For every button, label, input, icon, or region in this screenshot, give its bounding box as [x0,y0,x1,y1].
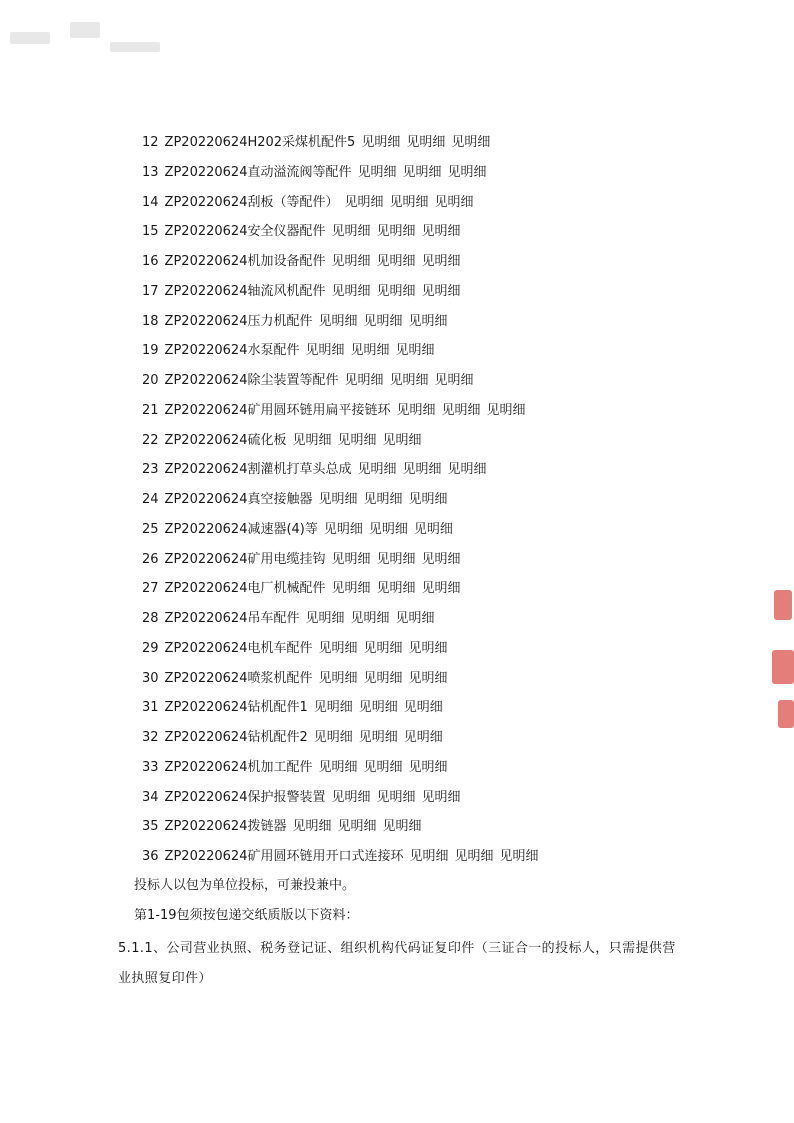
item-number: 36 [142,849,159,864]
detail-cell-3: 见明细 [434,194,474,210]
list-item [142,307,702,337]
item-number: 19 [142,343,159,359]
package-name: ZP20220624机加设备配件 [164,254,326,269]
detail-cell-2: 见明细 [337,432,377,448]
detail-cell-2: 见明细 [363,640,403,656]
detail-cell-2: 见明细 [389,194,429,210]
package-name: ZP20220624喷浆机配件 [164,670,313,686]
list-item [142,188,702,218]
list-item [142,634,702,664]
list-item [142,128,702,158]
detail-cell-1: 见明细 [357,462,397,478]
list-item [142,455,702,485]
package-name: ZP20220624轴流风机配件 [164,283,326,299]
item-number: 12 [142,135,159,150]
scan-noise [10,12,170,72]
item-number: 28 [142,611,159,626]
detail-cell-2: 见明细 [358,700,398,716]
detail-cell-3: 见明细 [413,521,453,537]
list-item [142,366,702,396]
item-number: 27 [142,581,159,597]
detail-cell-2: 见明细 [376,551,416,567]
detail-cell-3: 见明细 [421,789,461,805]
detail-cell-3: 见明细 [403,700,443,716]
detail-cell-2: 见明细 [363,759,403,775]
detail-cell-1: 见明细 [318,313,358,329]
detail-cell-1: 见明细 [313,730,353,745]
list-item [142,574,702,604]
detail-cell-1: 见明细 [318,492,358,507]
list-item [142,693,702,723]
package-name: ZP20220624刮板（等配件） [164,194,339,210]
package-name: ZP20220624压力机配件 [164,313,313,329]
detail-cell-2: 见明细 [368,521,408,537]
package-list [142,128,702,872]
detail-cell-1: 见明细 [331,283,371,299]
package-name: ZP20220624真空接触器 [164,492,313,507]
item-number: 33 [142,759,159,775]
detail-cell-2: 见明细 [363,670,403,686]
detail-cell-1: 见明细 [344,373,384,388]
detail-cell-2: 见明细 [406,135,446,150]
detail-cell-1: 见明细 [318,670,358,686]
package-name: ZP20220624电机车配件 [164,640,313,656]
detail-cell-3: 见明细 [451,135,491,150]
detail-cell-3: 见明细 [408,759,448,775]
package-name: ZP20220624硫化板 [164,432,287,448]
detail-cell-3: 见明细 [447,164,487,180]
detail-cell-3: 见明细 [403,730,443,745]
detail-cell-1: 见明细 [396,402,436,418]
list-item [142,485,702,515]
detail-cell-3: 见明细 [382,819,422,835]
item-number: 34 [142,789,159,805]
package-name: ZP20220624矿用圆环链用扁平接链环 [164,402,391,418]
package-name: ZP20220624钻机配件1 [164,700,308,716]
package-name: ZP20220624保护报警装置 [164,789,326,805]
detail-cell-2: 见明细 [376,581,416,597]
detail-cell-2: 见明细 [363,492,403,507]
detail-cell-1: 见明细 [318,759,358,775]
detail-cell-2: 见明细 [376,254,416,269]
package-name: ZP20220624H202采煤机配件5 [164,135,356,150]
detail-cell-3: 见明细 [421,551,461,567]
detail-cell-1: 见明细 [323,521,363,537]
list-item [142,664,702,694]
detail-cell-1: 见明细 [292,432,332,448]
item-number: 24 [142,492,159,507]
requirement-paragraph: 5.1.1、公司营业执照、税务登记证、组织机构代码证复印件（三证合一的投标人，只需提供营业执照复印件） [118,941,676,986]
detail-cell-1: 见明细 [357,164,397,180]
detail-cell-3: 见明细 [408,313,448,329]
detail-cell-1: 见明细 [331,551,371,567]
detail-cell-3: 见明细 [434,373,474,388]
list-item [142,158,702,188]
detail-cell-2: 见明细 [376,789,416,805]
detail-cell-2: 见明细 [363,313,403,329]
detail-cell-2: 见明细 [350,611,390,626]
detail-cell-1: 见明细 [318,640,358,656]
detail-cell-2: 见明细 [402,164,442,180]
list-item [142,545,702,575]
list-item [142,812,702,842]
detail-cell-3: 见明细 [421,224,461,240]
detail-cell-2: 见明细 [454,849,494,864]
item-number: 29 [142,640,159,656]
item-number: 26 [142,551,159,567]
detail-cell-3: 见明细 [499,849,539,864]
package-name: ZP20220624机加工配件 [164,759,313,775]
detail-cell-3: 见明细 [421,254,461,269]
item-number: 15 [142,224,159,240]
detail-cell-3: 见明细 [382,432,422,448]
detail-cell-2: 见明细 [389,373,429,388]
list-item [142,336,702,366]
item-number: 31 [142,700,159,716]
list-item [142,783,702,813]
detail-cell-1: 见明细 [331,789,371,805]
detail-cell-1: 见明细 [331,224,371,240]
item-number: 14 [142,194,159,210]
item-number: 32 [142,730,159,745]
detail-cell-3: 见明细 [395,611,435,626]
detail-cell-1: 见明细 [331,254,371,269]
detail-cell-3: 见明细 [486,402,526,418]
item-number: 23 [142,462,159,478]
list-item [142,842,702,872]
list-item [142,723,702,753]
red-seal-stamp [764,580,794,750]
detail-cell-1: 见明细 [344,194,384,210]
item-number: 20 [142,373,159,388]
list-item [142,753,702,783]
submission-note: 第1-19包须按包递交纸质版以下资料： [134,908,359,923]
package-name: ZP20220624割灌机打草头总成 [164,462,352,478]
package-name: ZP20220624电厂机械配件 [164,581,326,597]
detail-cell-3: 见明细 [447,462,487,478]
package-name: ZP20220624矿用电缆挂钩 [164,551,326,567]
bidding-note: 投标人以包为单位投标，可兼投兼中。 [134,878,356,893]
detail-cell-2: 见明细 [337,819,377,835]
package-name: ZP20220624安全仪器配件 [164,224,326,240]
detail-cell-1: 见明细 [305,343,345,359]
list-item [142,604,702,634]
list-item [142,277,702,307]
package-name: ZP20220624吊车配件 [164,611,300,626]
detail-cell-2: 见明细 [402,462,442,478]
detail-cell-3: 见明细 [408,670,448,686]
detail-cell-2: 见明细 [350,343,390,359]
item-number: 16 [142,254,159,269]
detail-cell-2: 见明细 [358,730,398,745]
list-item [142,396,702,426]
detail-cell-3: 见明细 [421,581,461,597]
detail-cell-3: 见明细 [421,283,461,299]
item-number: 18 [142,313,159,329]
detail-cell-3: 见明细 [395,343,435,359]
item-number: 30 [142,670,159,686]
detail-cell-1: 见明细 [305,611,345,626]
list-item [142,515,702,545]
package-name: ZP20220624直动溢流阀等配件 [164,164,352,180]
package-name: ZP20220624拨链器 [164,819,287,835]
detail-cell-1: 见明细 [331,581,371,597]
detail-cell-1: 见明细 [409,849,449,864]
detail-cell-1: 见明细 [292,819,332,835]
detail-cell-3: 见明细 [408,492,448,507]
detail-cell-2: 见明细 [376,224,416,240]
detail-cell-2: 见明细 [376,283,416,299]
detail-cell-3: 见明细 [408,640,448,656]
item-number: 21 [142,402,159,418]
list-item [142,426,702,456]
package-name: ZP20220624除尘装置等配件 [164,373,339,388]
package-name: ZP20220624水泵配件 [164,343,300,359]
package-name: ZP20220624钻机配件2 [164,730,308,745]
list-item [142,217,702,247]
package-name: ZP20220624减速器(4)等 [164,521,318,537]
package-name: ZP20220624矿用圆环链用开口式连接环 [164,849,404,864]
item-number: 22 [142,432,159,448]
detail-cell-1: 见明细 [313,700,353,716]
detail-cell-2: 见明细 [441,402,481,418]
item-number: 35 [142,819,159,835]
detail-cell-1: 见明细 [361,135,401,150]
item-number: 17 [142,283,159,299]
list-item [142,247,702,277]
item-number: 13 [142,164,159,180]
item-number: 25 [142,521,159,537]
